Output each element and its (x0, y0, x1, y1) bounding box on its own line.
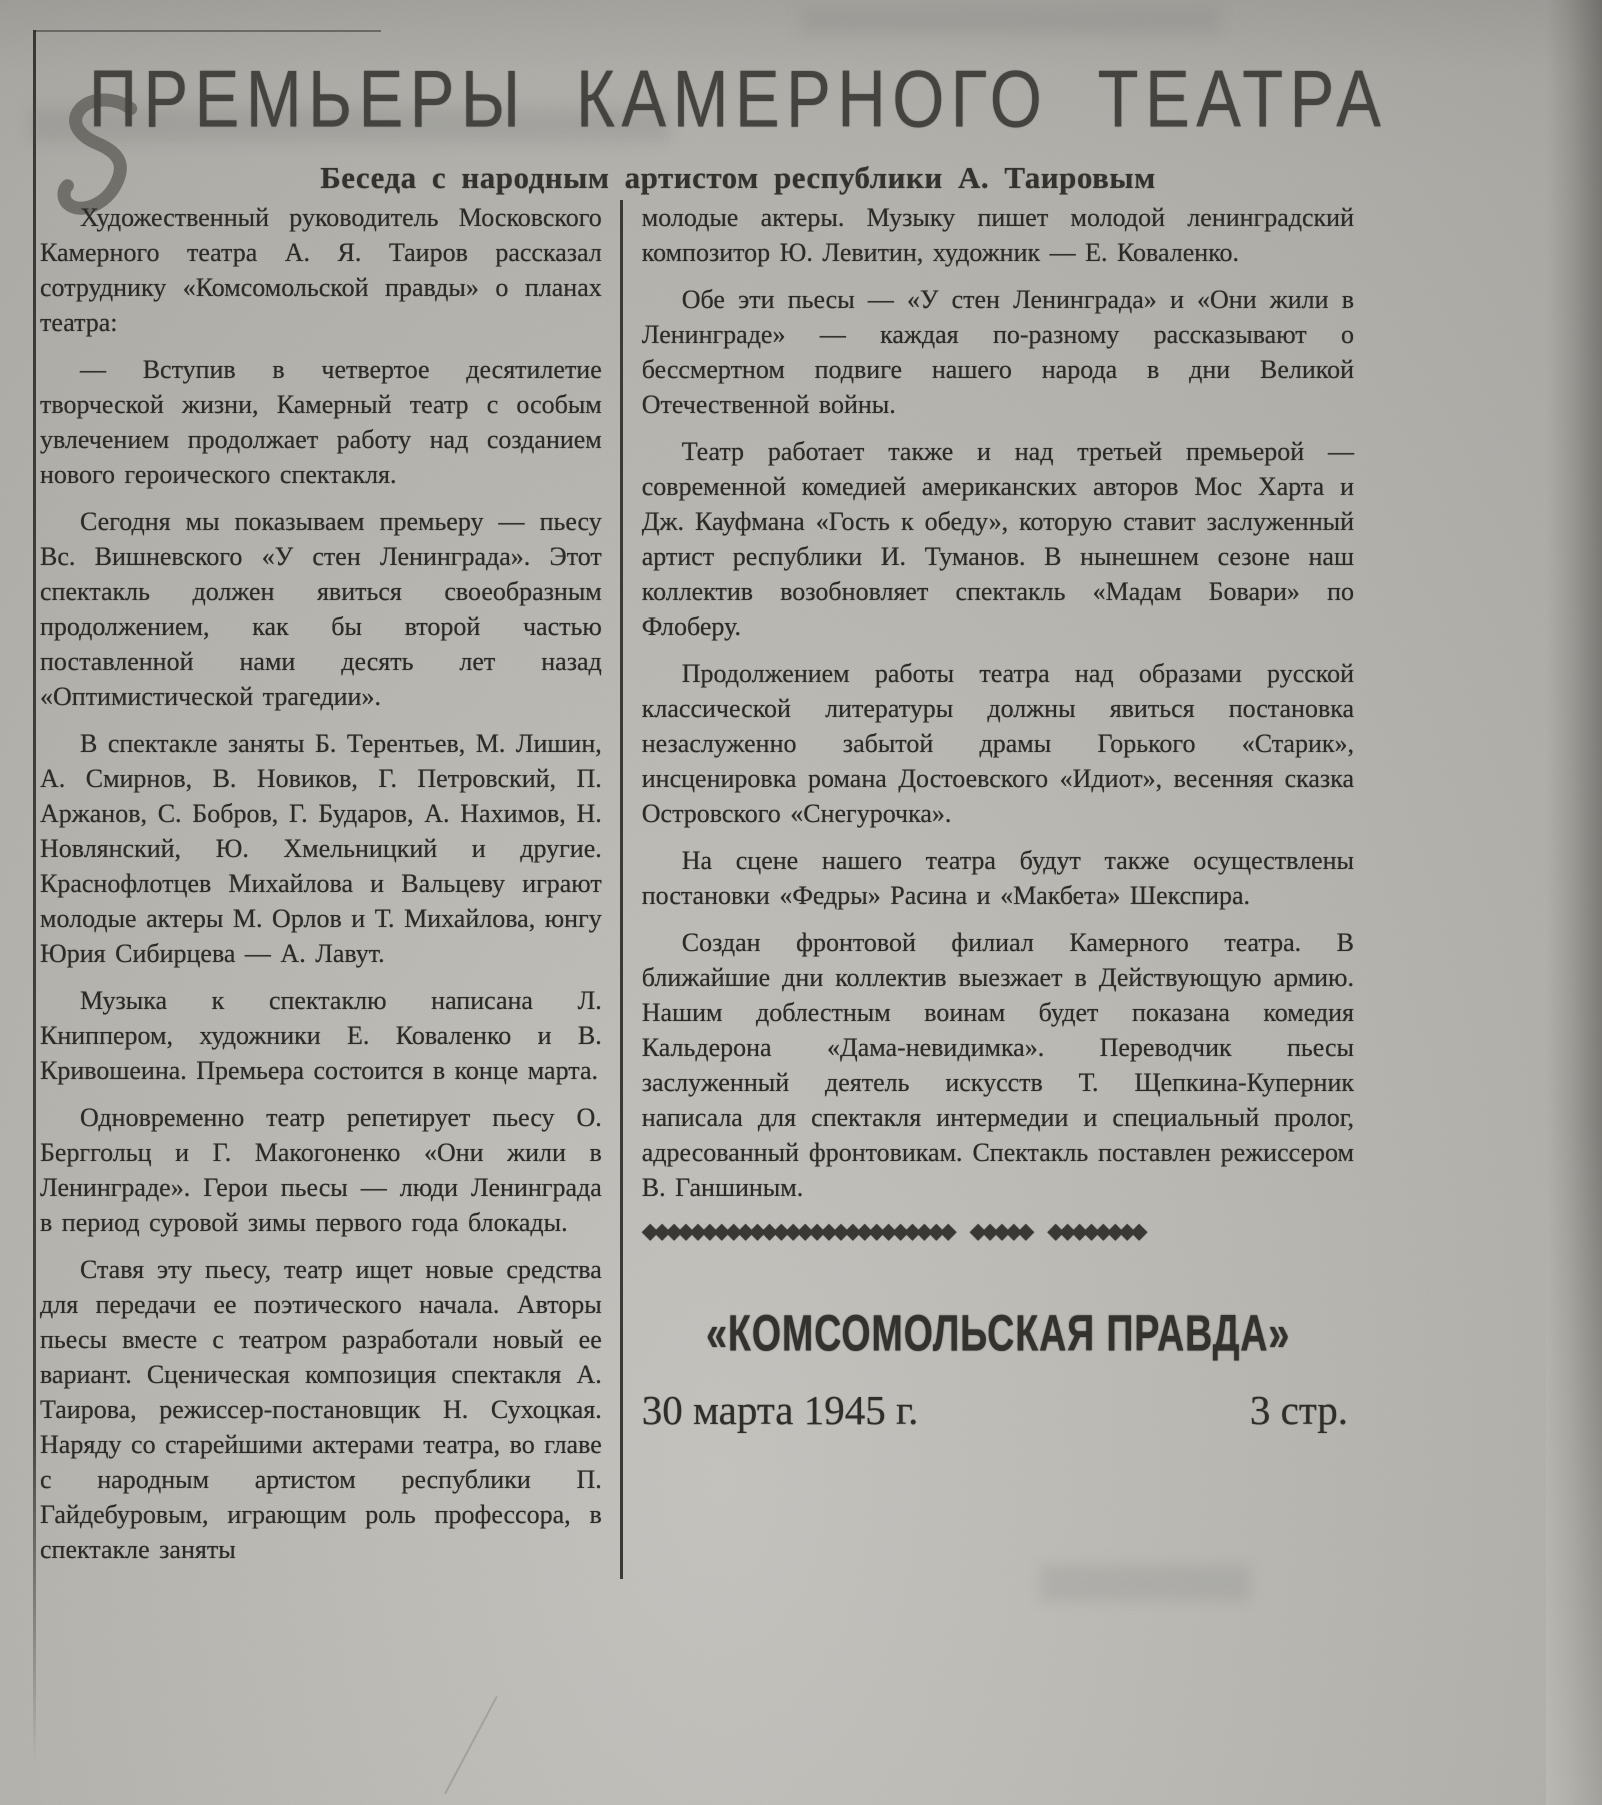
column-1 (40, 200, 620, 1579)
paragraph: В спектакле заняты Б. Терентьев, М. Лишин, А. Смирнов, В. Новиков, Г. Петровский, П. Аржанов, С. Бобров, Г. Бударов, А. Нахимов, Н. Новлянский, Ю. Хмельницкий и другие. Краснофлотцев Михайлова и Вальцеву играют молодые актеры М. Орлов и Т. Михайлова, юнгу Юрия Сибирцева — А. Лавут. (40, 729, 602, 968)
article-title: ПРЕМЬЕРЫ КАМЕРНОГО ТЕАТРА (88, 54, 1388, 145)
paragraph: Ставя эту пьесу, театр ищет новые средства для передачи ее поэтического начала. Авторы пьесы вместе с театром разработали новый ее вариант. Сценическая композиция спектакля А. Таирова, режиссер-постановщик Н. Сухоцкая. Наряду со старейшими актерами театра, во главе с народным артистом республики П. Гайдебуровым, играющим роль профессора, в спектакле заняты (40, 1255, 602, 1564)
dateline (642, 1386, 1354, 1434)
article-footer (642, 1219, 1354, 1434)
paragraph: Продолжением работы театра над образами русской классической литературы должны явиться постановка незаслуженно забытой драмы Горького «Старик», инсценировка романа Достоевского «Идиот», весенняя сказка Островского «Снегурочка». (641, 659, 1354, 828)
paragraph: Музыка к спектаклю написана Л. Книппером, художники Е. Коваленко и В. Кривошеина. Премьера состоится в конце марта. (40, 986, 602, 1085)
paragraph: Создан фронтовой филиал Камерного театра. В ближайшие дни коллектив выезжает в Действующую армию. Нашим доблестным воинам будет показана комедия Кальдерона «Дама-невидимка». Переводчик пьесы заслуженный деятель искусств Т. Щепкина-Куперник написала для спектакля интермедии и специальный пролог, адресованный фронтовикам. Спектакль поставлен режиссером В. Ганшиным. (641, 928, 1354, 1202)
issue-date: 30 марта 1945 г. (641, 1387, 919, 1433)
left-edge-rule (33, 30, 36, 1763)
bleed-through-smudge (800, 8, 1220, 34)
top-edge-hairline (33, 30, 381, 32)
article-body (40, 200, 1354, 1579)
diamond-divider: ◆◆◆◆◆◆◆◆◆◆◆◆◆◆◆◆◆◆◆◆◆◆◆◆◆◆ ◆◆◆◆◆ ◆◆◆◆◆◆◆◆ (641, 1219, 1143, 1244)
paragraph: На сцене нашего театра будут также осуществлены постановки «Федры» Расина и «Макбета» Шекспира. (641, 846, 1354, 910)
paper-crease (444, 1696, 497, 1794)
paragraph: Театр работает также и над третьей премьерой — современной комедией американских авторов Мос Харта и Дж. Кауфмана «Гость к обеду», которую ставит заслуженный артист республики И. Туманов. В нынешнем сезоне наш коллектив возобновляет спектакль «Мадам Бовари» по Флоберу. (641, 437, 1354, 641)
column-2 (620, 200, 1354, 1579)
paragraph: Сегодня мы показываем премьеру — пьесу Вс. Вишневского «У стен Ленинграда». Этот спектакль должен явиться своеобразным продолжением, как бы второй частью поставленной нами десять лет назад «Оптимистической трагедии». (40, 507, 602, 711)
paragraph: Художественный руководитель Московского Камерного театра А. Я. Таиров рассказал сотруднику «Комсомольской правды» о планах театра: (40, 203, 602, 337)
article-header (40, 54, 1436, 196)
article-subtitle: Беседа с народным артистом республики А. Таировым (320, 159, 1156, 195)
paragraph: молодые актеры. Музыку пишет молодой ленинградский композитор Ю. Левитин, художник — Е. Коваленко. (641, 203, 1354, 267)
right-edge-fade (1546, 1119, 1602, 1805)
page-number: 3 стр. (1249, 1387, 1348, 1433)
newspaper-masthead: «КОМСОМОЛЬСКАЯ ПРАВДА» (705, 1304, 1290, 1362)
paragraph: — Вступив в четвертое десятилетие творческой жизни, Камерный театр с особым увлечением продолжает работу над созданием нового героического спектакля. (40, 355, 602, 489)
paragraph: Одновременно театр репетирует пьесу О. Берггольц и Г. Макогоненко «Они жили в Ленинграде». Герои пьесы — люди Ленинграда в период суровой зимы первого года блокады. (40, 1103, 602, 1237)
paragraph: Обе эти пьесы — «У стен Ленинграда» и «Они жили в Ленинграде» — каждая по-разному рассказывают о бессмертном подвиге нашего народа в дни Великой Отечественной войны. (641, 285, 1354, 419)
